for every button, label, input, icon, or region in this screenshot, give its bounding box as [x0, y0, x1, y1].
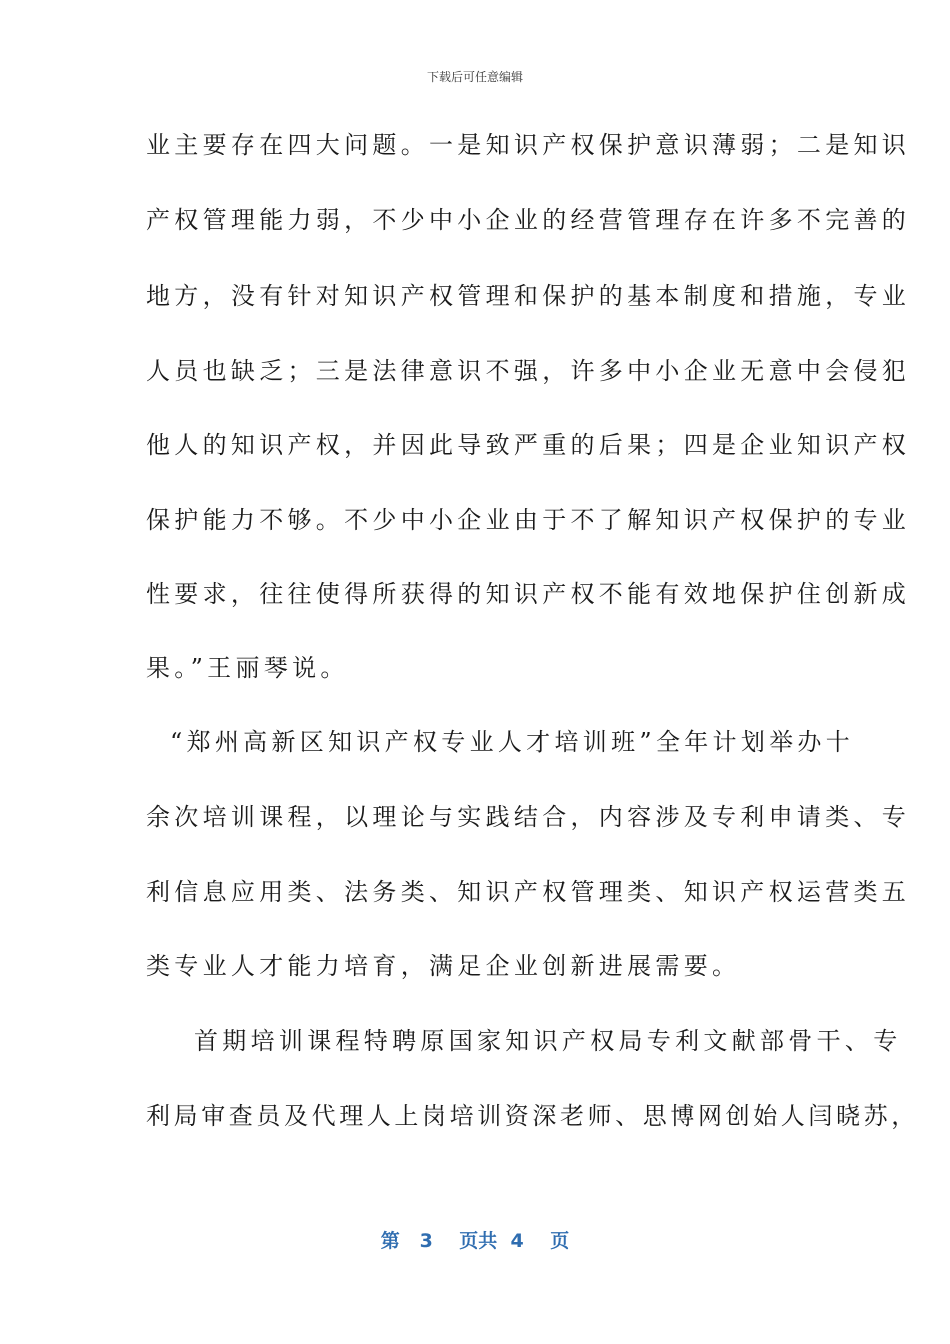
page-header-note: 下载后可任意编辑 — [426, 70, 523, 84]
body-line: 保护能力不够。不少中小企业由于不了解知识产权保护的专业 — [146, 506, 911, 534]
body-line: 产权管理能力弱，不少中小企业的经营管理存在许多不完善的 — [146, 206, 911, 234]
body-line: 性要求，往往使得所获得的知识产权不能有效地保护住创新成 — [146, 580, 911, 608]
body-line: 利局审查员及代理人上岗培训资深老师、思博网创始人闫晓苏， — [146, 1102, 919, 1130]
body-line: 余次培训课程，以理论与实践结合，内容涉及专利申请类、专 — [146, 803, 911, 831]
paragraph-first-line: “郑州高新区知识产权专业人才培训班”全年计划举办十 — [170, 728, 855, 756]
body-line: 业主要存在四大问题。一是知识产权保护意识薄弱；二是知识 — [146, 131, 911, 159]
body-line: 利信息应用类、法务类、知识产权管理类、知识产权运营类五 — [146, 878, 911, 906]
paragraph-first-line: 首期培训课程特聘原国家知识产权局专利文献部骨干、专 — [194, 1027, 902, 1055]
body-line: 类专业人才能力培育，满足企业创新进展需要。 — [146, 952, 741, 980]
body-line: 他人的知识产权，并因此导致严重的后果；四是企业知识产权 — [146, 431, 911, 459]
footer-middle: 页共 — [459, 1230, 498, 1252]
body-line: 果。”王丽琴说。 — [146, 654, 349, 682]
body-line: 地方，没有针对知识产权管理和保护的基本制度和措施，专业 — [146, 282, 911, 310]
body-line: 人员也缺乏；三是法律意识不强，许多中小企业无意中会侵犯 — [146, 357, 911, 385]
footer-current-page: 3 — [419, 1230, 433, 1252]
footer-suffix: 页 — [550, 1230, 570, 1252]
footer-prefix: 第 — [380, 1230, 400, 1252]
page-number-footer — [0, 1226, 950, 1253]
footer-total-pages: 4 — [510, 1230, 524, 1252]
